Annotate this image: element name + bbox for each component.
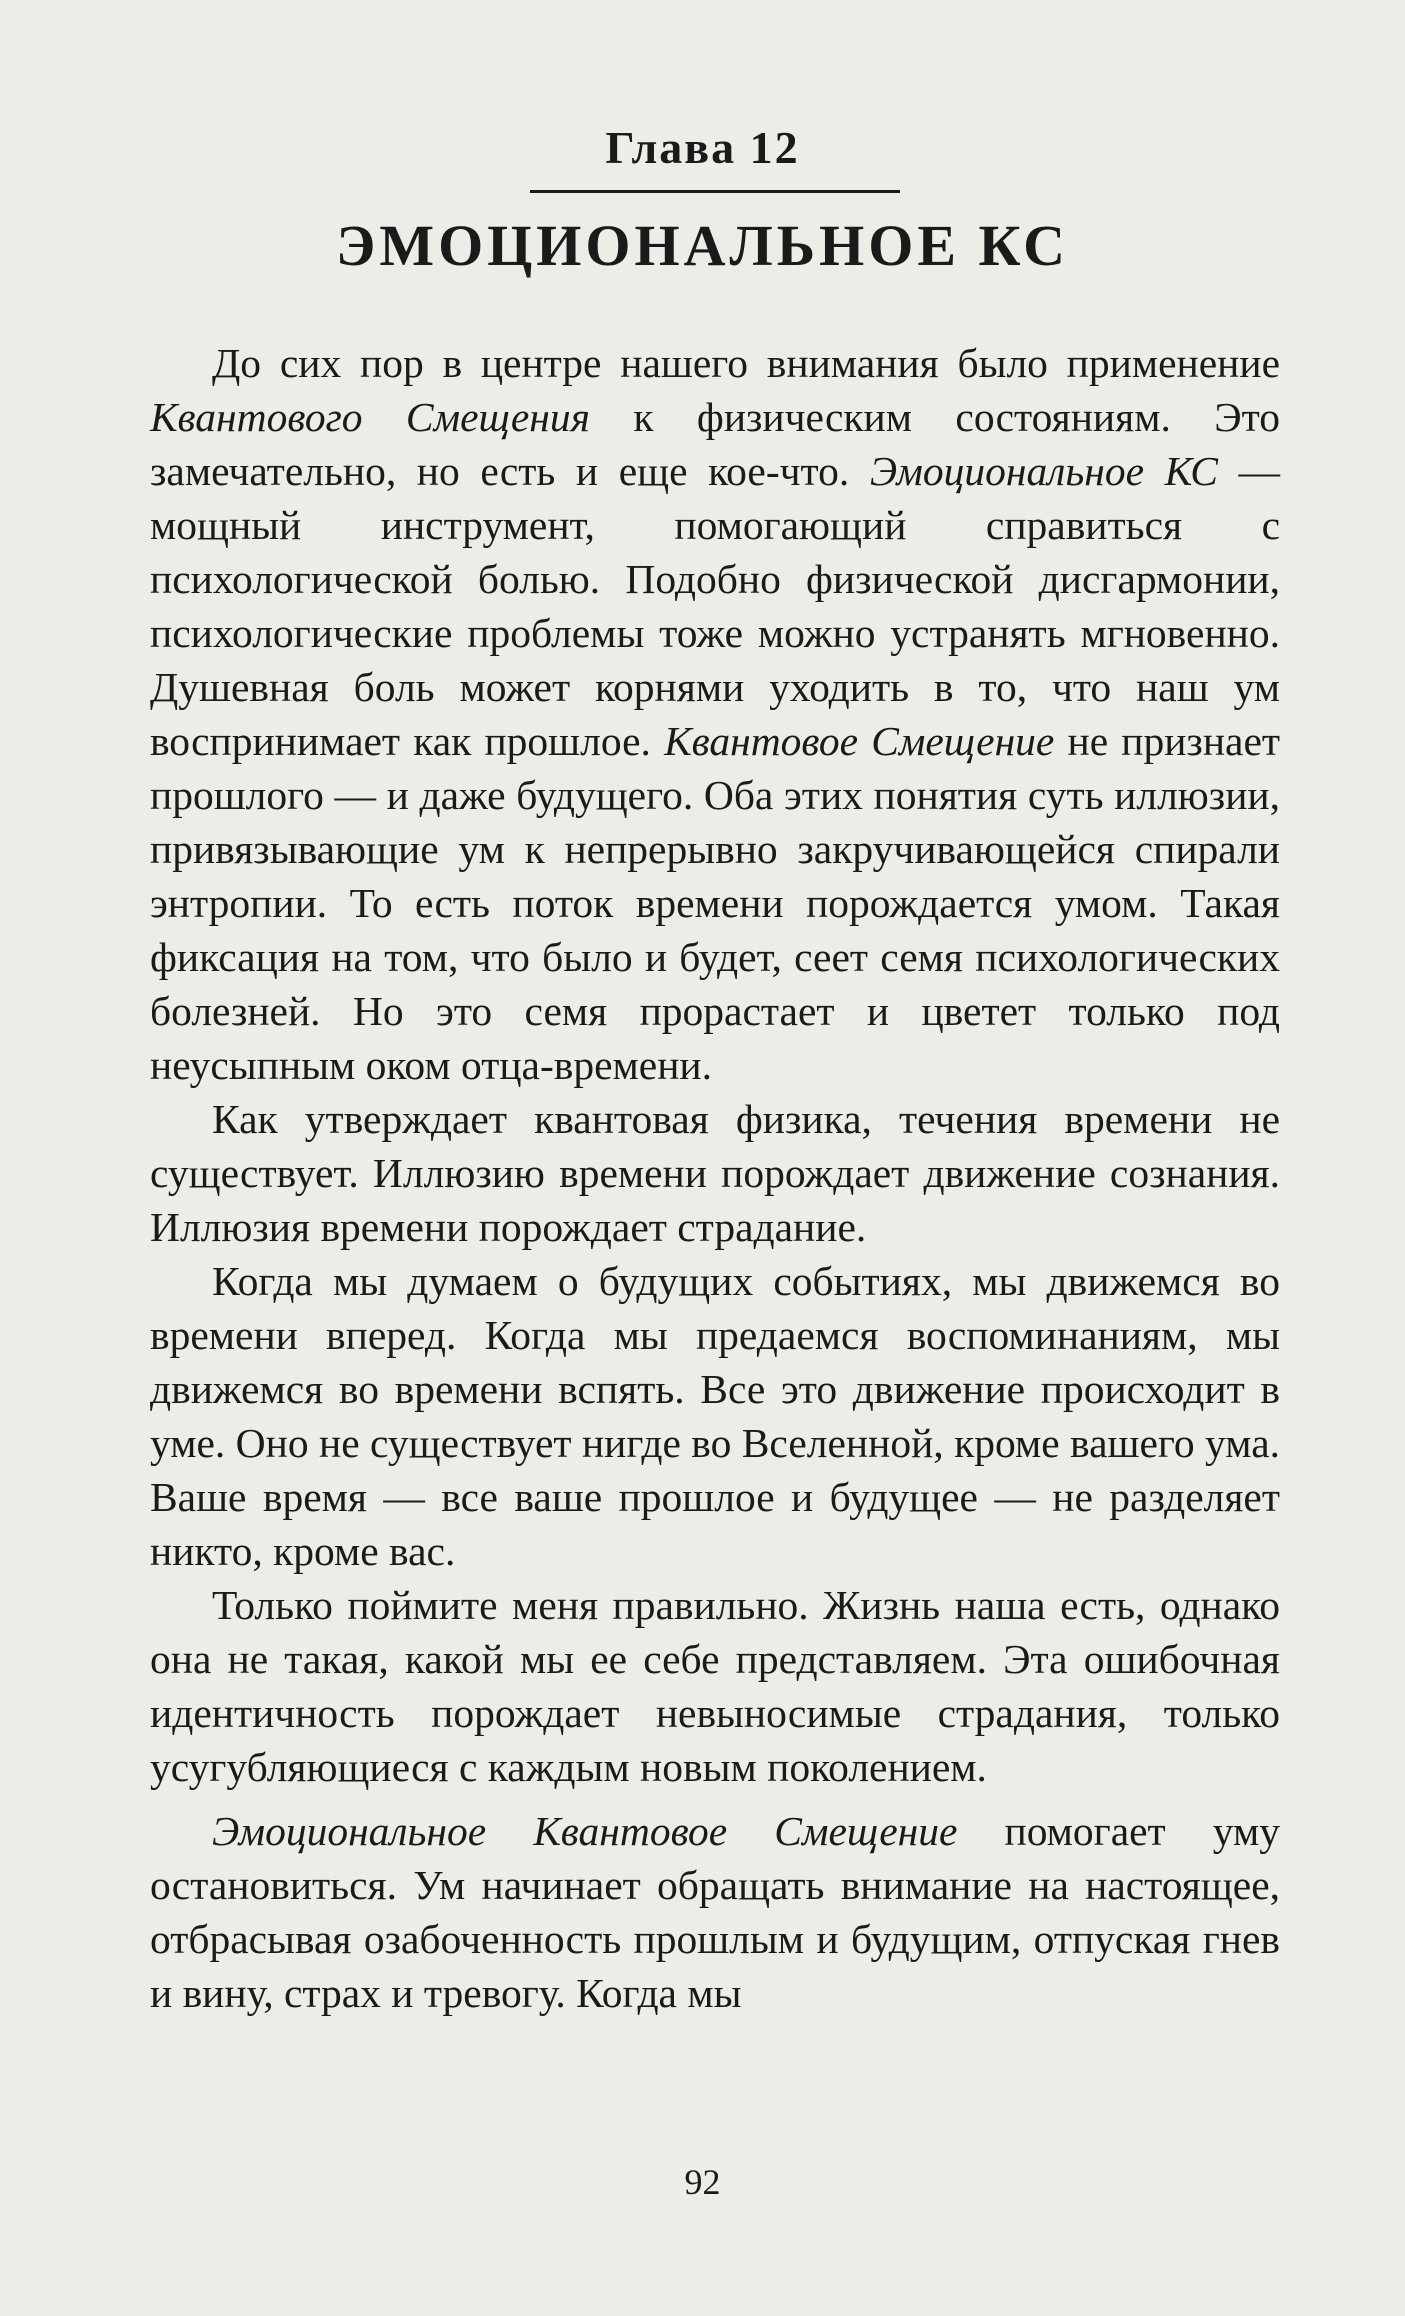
text-span: к физическим состояниям. Это замечательно, но есть и еще кое-что.: [150, 394, 1280, 494]
text-span: До сих пор в центре нашего внимания было применение: [212, 340, 1280, 386]
body-text: [150, 336, 1280, 2020]
chapter-divider: [530, 190, 900, 193]
italic-term: Квантовое Смещение: [664, 718, 1055, 764]
italic-term: Квантового Смещения: [150, 394, 590, 440]
paragraph-4: Только поймите меня правильно. Жизнь наша есть, однако она не такая, какой мы ее себе представляем. Эта ошибочная идентичность порождает невыносимые страдания, только усугубляющиеся с каждым новым поколением.: [150, 1582, 1280, 1790]
italic-term: Эмоциональное КС: [869, 448, 1218, 494]
text-span: — мощный инструмент, помогающий справиться с психологической болью. Подобно физической дисгармонии, психологические проблемы тоже можно устранять мгновенно. Душевная боль может корнями уходить в то, что наш ум воспринимает как прошлое.: [150, 448, 1280, 764]
paragraph-5: [150, 1804, 1280, 2020]
page-number: 92: [684, 2162, 721, 2202]
paragraph-3: Когда мы думаем о будущих событиях, мы движемся во времени вперед. Когда мы предаемся воспоминаниям, мы движемся во времени вспять. Все это движение происходит в уме. Оно не существует нигде во Вселенной, кроме вашего ума. Ваше время — все ваше прошлое и будущее — не разделяет никто, кроме вас.: [150, 1258, 1280, 1574]
chapter-title: ЭМОЦИОНАЛЬНОЕ КС: [335, 213, 1069, 278]
chapter-label: Глава 12: [605, 122, 800, 173]
italic-term: Эмоциональное Квантовое Смещение: [212, 1808, 958, 1854]
paragraph-1: [150, 336, 1280, 1092]
paragraph-2: Как утверждает квантовая физика, течения времени не существует. Иллюзию времени порождает движение сознания. Иллюзия времени порождает страдание.: [150, 1096, 1280, 1250]
text-span: не признает прошлого — и даже будущего. Оба этих понятия суть иллюзии, привязывающие ум к непрерывно закручивающейся спирали энтропии. То есть поток времени порождается умом. Такая фиксация на том, что было и будет, сеет семя психологических болезней. Но это семя прорастает и цветет только под неусыпным оком отца-времени.: [150, 718, 1281, 1088]
text-span: помогает уму остановиться. Ум начинает обращать внимание на настоящее, отбрасывая озабоченность прошлым и будущим, отпуская гнев и вину, страх и тревогу. Когда мы: [150, 1808, 1280, 2016]
